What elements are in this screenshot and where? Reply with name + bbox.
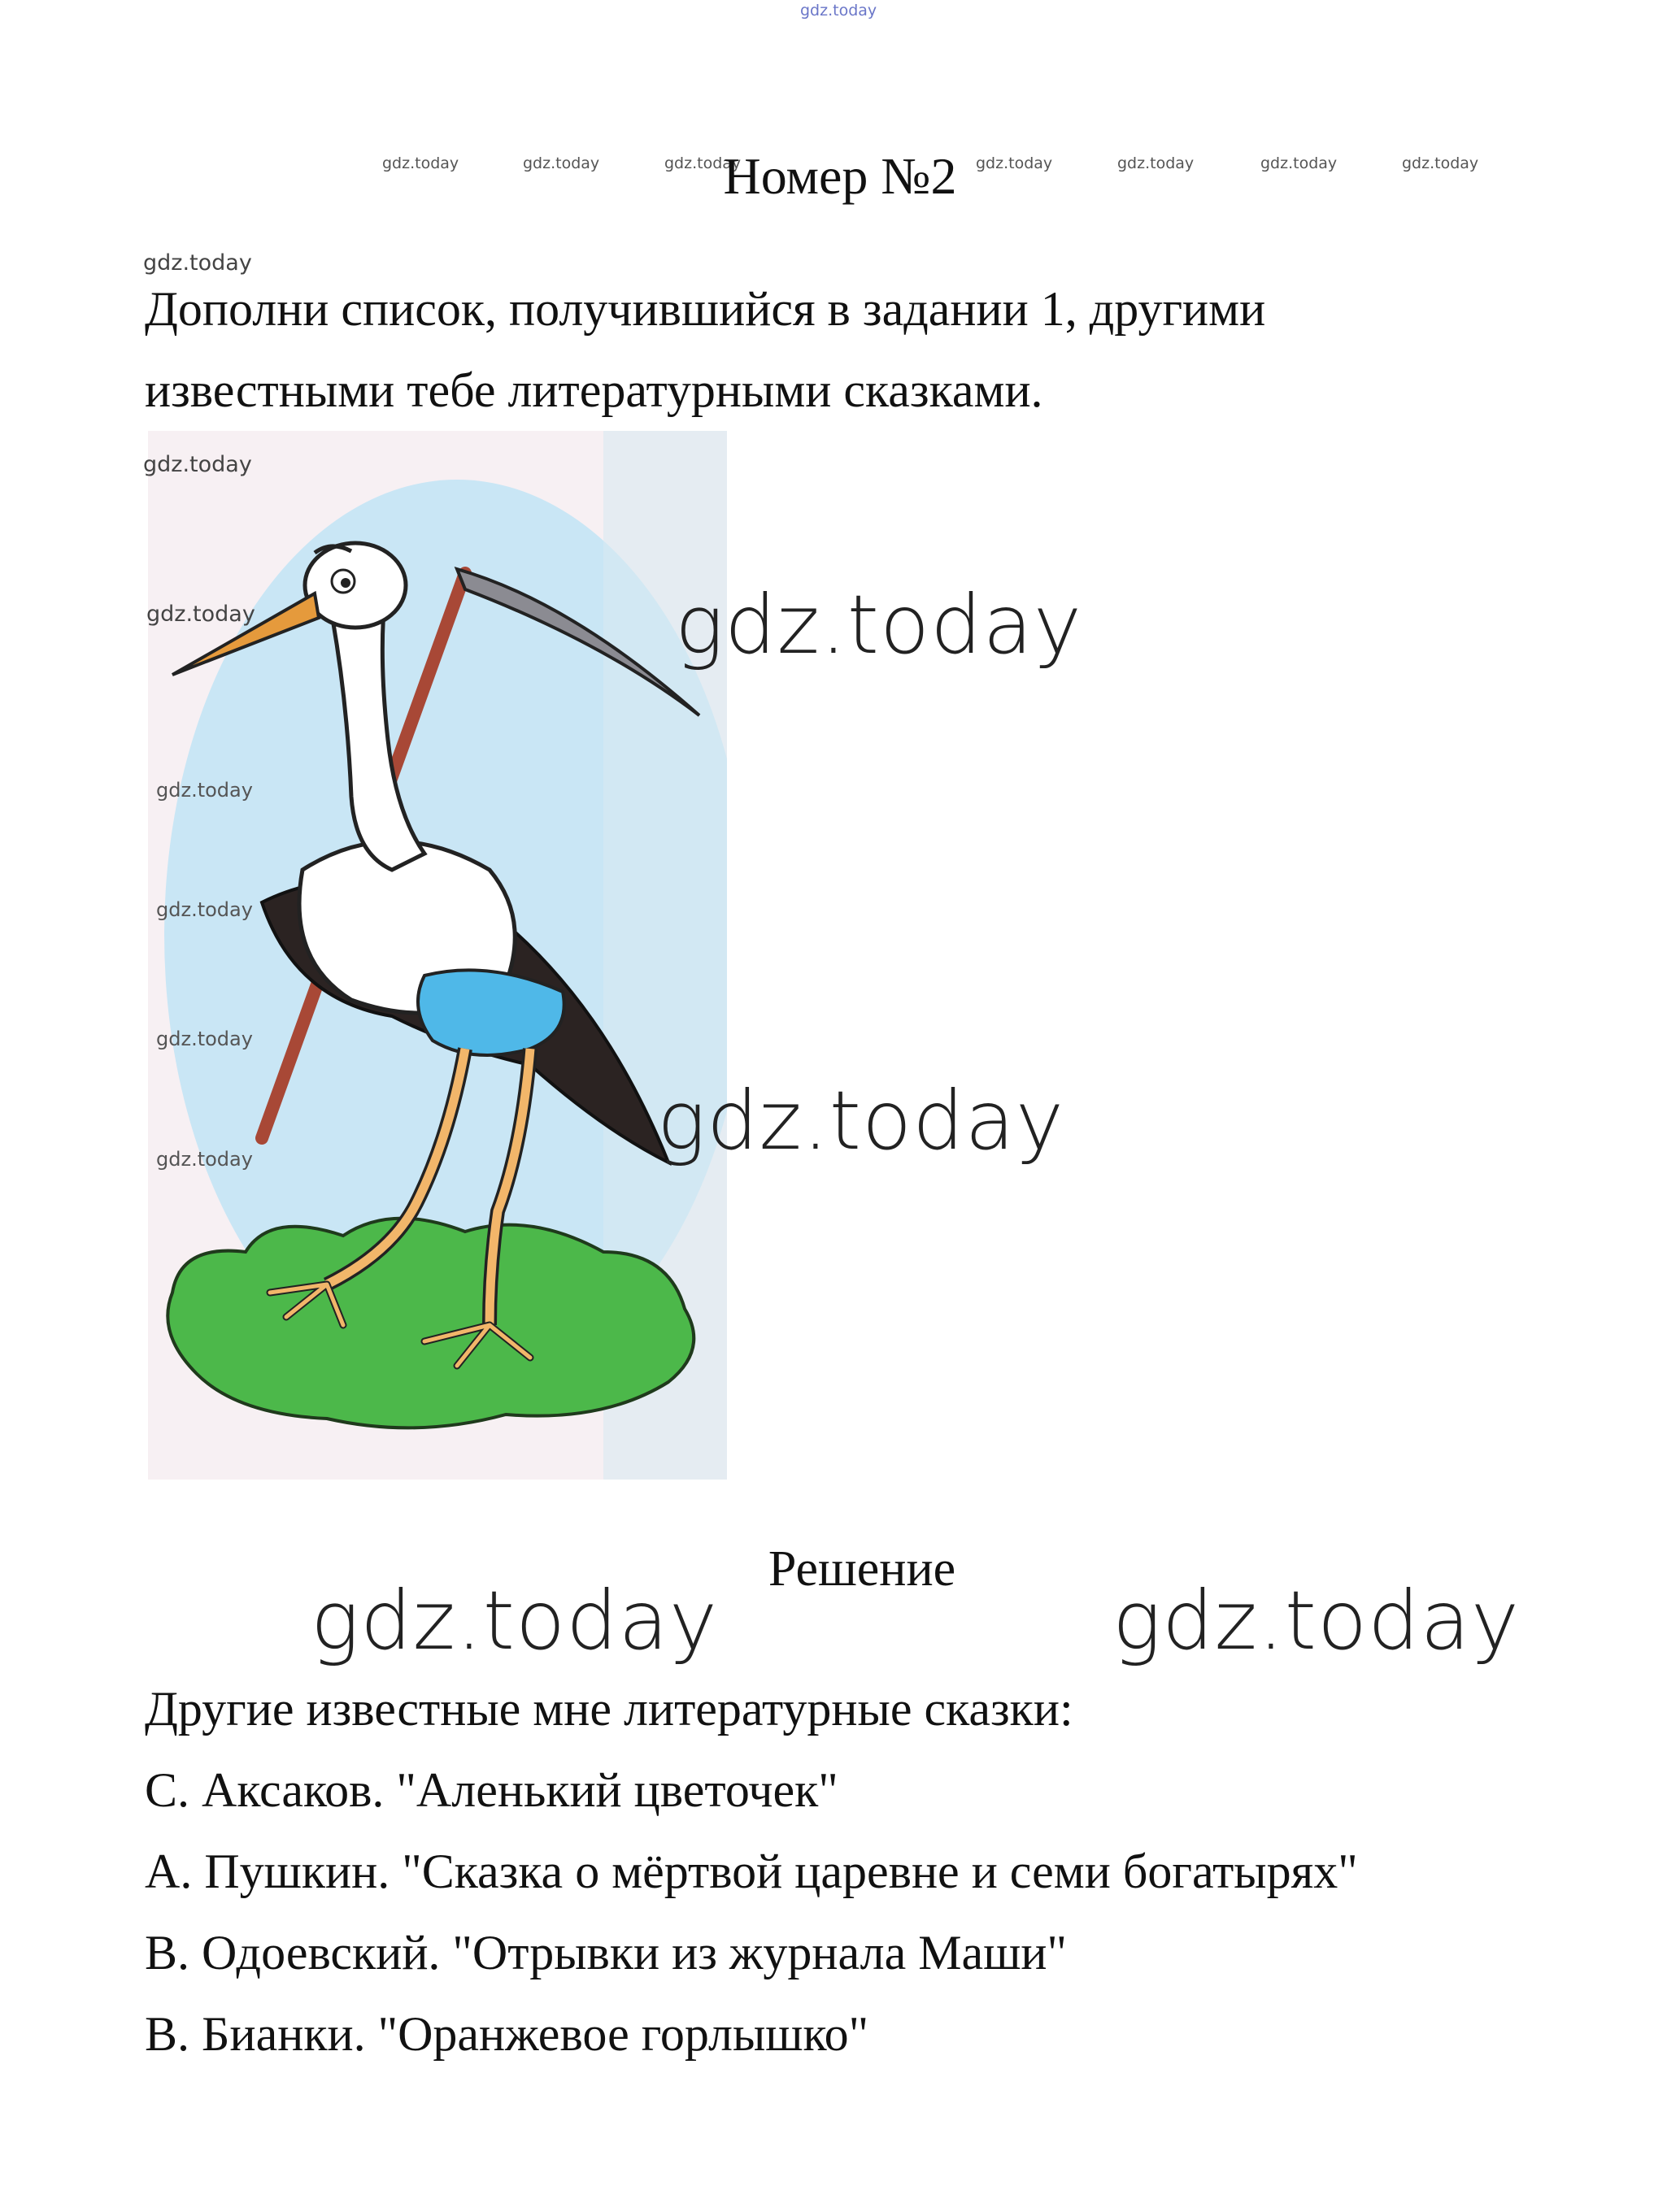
watermark-large: gdz.today xyxy=(311,1573,719,1668)
list-item: В. Одоевский. "Отрывки из журнала Маши" xyxy=(145,1926,1067,1980)
watermark-small: gdz.today xyxy=(523,154,600,172)
page-title: Номер №2 xyxy=(723,147,957,205)
watermark-small: gdz.today xyxy=(1117,154,1195,172)
watermark-medium: gdz.today xyxy=(146,602,255,627)
watermark-small: gdz.today xyxy=(156,898,253,921)
watermark-small: gdz.today xyxy=(664,154,742,172)
list-item: С. Аксаков. "Аленький цветочек" xyxy=(145,1763,838,1817)
watermark-medium: gdz.today xyxy=(143,452,252,477)
watermark-top: gdz.today xyxy=(800,2,877,20)
watermark-small: gdz.today xyxy=(1402,154,1479,172)
watermark-large: gdz.today xyxy=(1112,1573,1521,1668)
watermark-large: gdz.today xyxy=(675,577,1083,672)
solution-title: Решение xyxy=(768,1541,956,1597)
task-text xyxy=(145,268,1608,431)
solution-intro: Другие известные мне литературные сказки: xyxy=(145,1682,1073,1736)
task-line: Дополни список, получившийся в задании 1, другими xyxy=(145,282,1266,336)
list-item: А. Пушкин. "Сказка о мёртвой царевне и семи богатырях" xyxy=(145,1845,1358,1898)
list-item: В. Бианки. "Оранжевое горлышко" xyxy=(145,2007,869,2061)
watermark-small: gdz.today xyxy=(1260,154,1338,172)
watermark-small: gdz.today xyxy=(382,154,459,172)
stork-illustration xyxy=(148,431,727,1480)
solution-answer xyxy=(145,1668,1358,2075)
watermark-large: gdz.today xyxy=(657,1073,1065,1168)
watermark-small: gdz.today xyxy=(156,1148,253,1171)
watermark-small: gdz.today xyxy=(156,779,253,802)
watermark-small: gdz.today xyxy=(156,1028,253,1050)
task-line: известными тебе литературными сказками. xyxy=(145,363,1043,417)
watermark-small: gdz.today xyxy=(976,154,1053,172)
watermark-medium: gdz.today xyxy=(143,250,252,276)
